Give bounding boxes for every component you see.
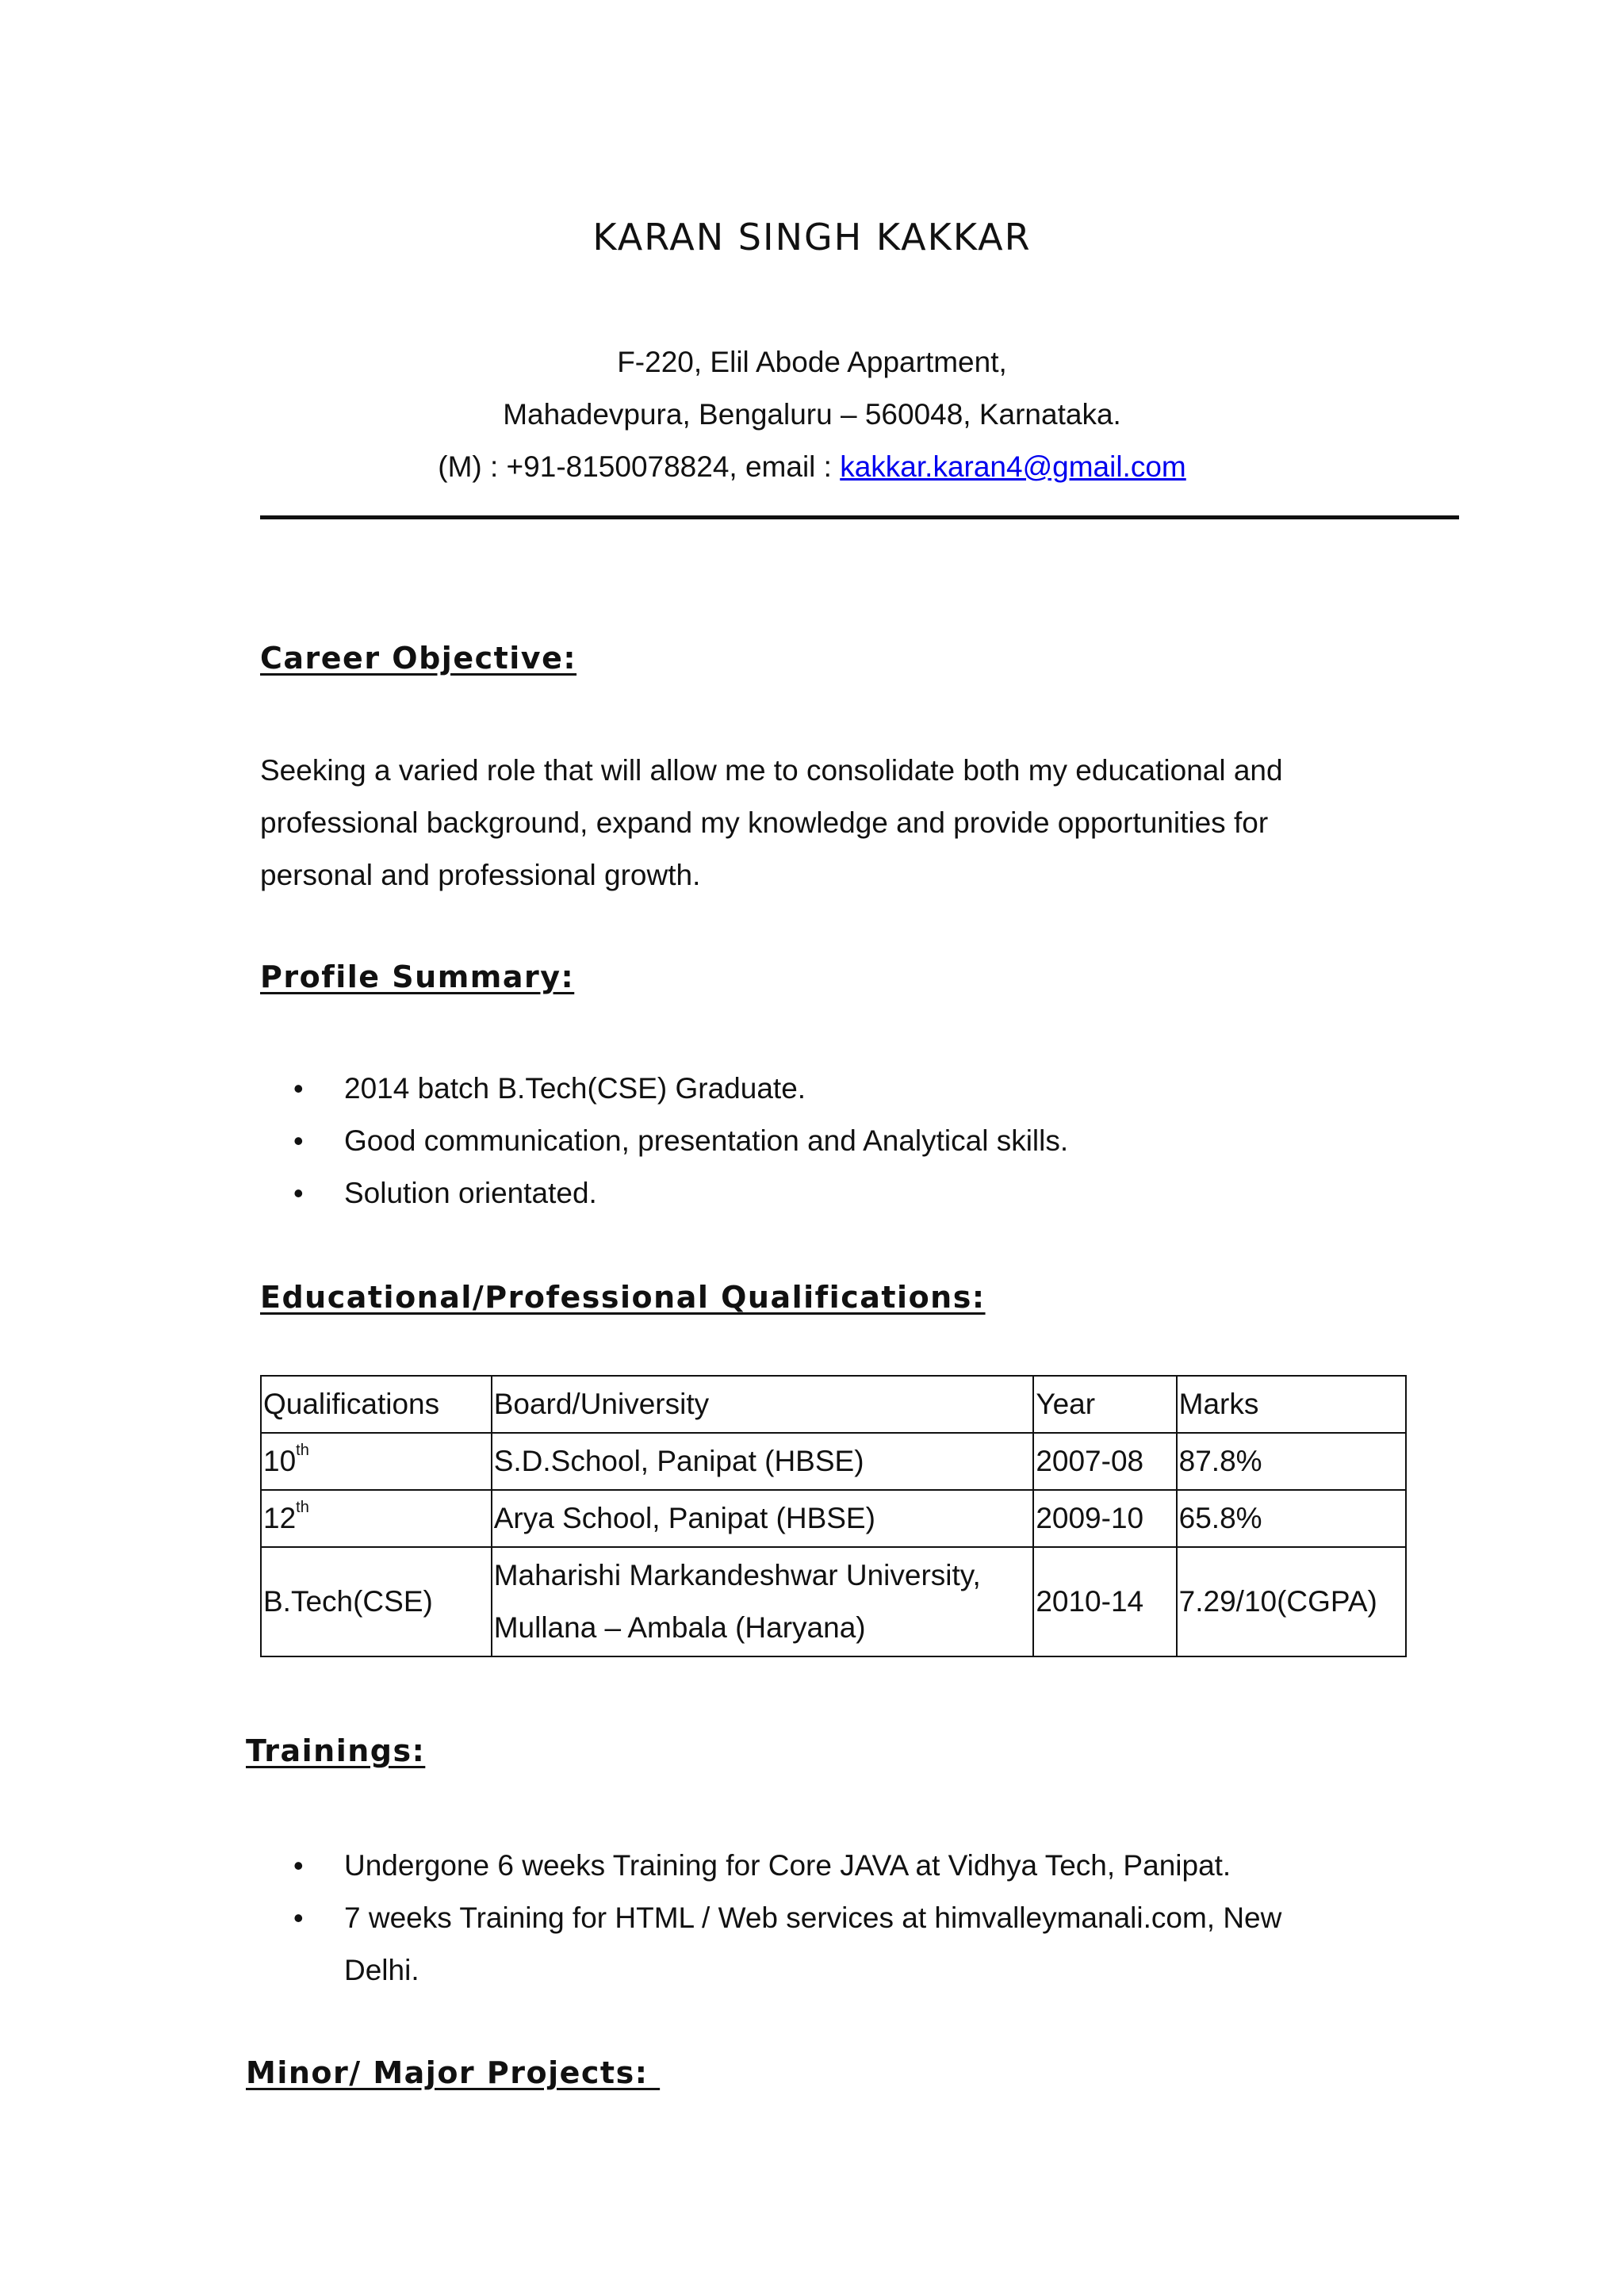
column-header: Board/University bbox=[492, 1376, 1034, 1433]
summary-item: Good communication, presentation and Analytical skills. bbox=[344, 1124, 1069, 1157]
summary-item: Solution orientated. bbox=[344, 1177, 597, 1209]
table-row bbox=[261, 1433, 1406, 1490]
header-divider bbox=[260, 515, 1459, 519]
bullet-icon: • bbox=[293, 1072, 304, 1105]
career-objective-text bbox=[260, 745, 1283, 902]
bullet-icon: • bbox=[293, 1901, 304, 1934]
year-cell: 2007-08 bbox=[1033, 1433, 1176, 1490]
marks-cell: 65.8% bbox=[1177, 1490, 1406, 1547]
training-item: Undergone 6 weeks Training for Core JAVA at Vidhya Tech, Panipat. bbox=[344, 1849, 1231, 1882]
training-item: 7 weeks Training for HTML / Web services at himvalleymanali.com, New Delhi. bbox=[344, 1901, 1282, 1986]
contact-line bbox=[0, 450, 1624, 484]
table-row bbox=[261, 1547, 1406, 1656]
objective-line: professional background, expand my knowledge and provide opportunities for bbox=[260, 806, 1269, 839]
qualifications-heading: Educational/Professional Qualifications: bbox=[260, 1280, 986, 1315]
qualification-cell: 10th bbox=[261, 1433, 492, 1490]
resume-name: KARAN SINGH KAKKAR bbox=[592, 216, 1032, 259]
email-link[interactable]: kakkar.karan4@gmail.com bbox=[840, 450, 1186, 483]
contact-phone: (M) : +91-8150078824, email : bbox=[438, 450, 841, 483]
trainings-heading: Trainings: bbox=[246, 1733, 426, 1768]
objective-line: personal and professional growth. bbox=[260, 859, 701, 891]
projects-heading: Minor/ Major Projects: bbox=[246, 2055, 661, 2090]
list-item bbox=[0, 1115, 1624, 1167]
bullet-icon: • bbox=[293, 1849, 304, 1882]
year-cell: 2009-10 bbox=[1033, 1490, 1176, 1547]
list-item bbox=[0, 1063, 1624, 1115]
career-objective-heading: Career Objective: bbox=[260, 641, 577, 676]
address-line-2: Mahadevpura, Bengaluru – 560048, Karnataka. bbox=[503, 398, 1121, 431]
bullet-icon: • bbox=[293, 1177, 304, 1209]
marks-cell: 87.8% bbox=[1177, 1433, 1406, 1490]
column-header: Qualifications bbox=[261, 1376, 492, 1433]
board-cell: Arya School, Panipat (HBSE) bbox=[492, 1490, 1034, 1547]
bullet-icon: • bbox=[293, 1124, 304, 1157]
table-header-row bbox=[261, 1376, 1406, 1433]
year-cell: 2010-14 bbox=[1033, 1547, 1176, 1656]
list-item bbox=[0, 1167, 1624, 1220]
summary-item: 2014 batch B.Tech(CSE) Graduate. bbox=[344, 1072, 806, 1105]
address-line-1: F-220, Elil Abode Appartment, bbox=[617, 346, 1007, 378]
objective-line: Seeking a varied role that will allow me to consolidate both my educational and bbox=[260, 754, 1283, 787]
column-header: Year bbox=[1033, 1376, 1176, 1433]
board-cell: Maharishi Markandeshwar University, Mullana – Ambala (Haryana) bbox=[492, 1547, 1034, 1656]
qualification-cell: B.Tech(CSE) bbox=[261, 1547, 492, 1656]
list-item bbox=[0, 1840, 1624, 1892]
qualifications-table bbox=[260, 1375, 1407, 1657]
column-header: Marks bbox=[1177, 1376, 1406, 1433]
board-cell: S.D.School, Panipat (HBSE) bbox=[492, 1433, 1034, 1490]
qualification-cell: 12th bbox=[261, 1490, 492, 1547]
profile-summary-heading: Profile Summary: bbox=[260, 959, 575, 994]
list-item bbox=[0, 1892, 1624, 1997]
table-row bbox=[261, 1490, 1406, 1547]
marks-cell: 7.29/10(CGPA) bbox=[1177, 1547, 1406, 1656]
